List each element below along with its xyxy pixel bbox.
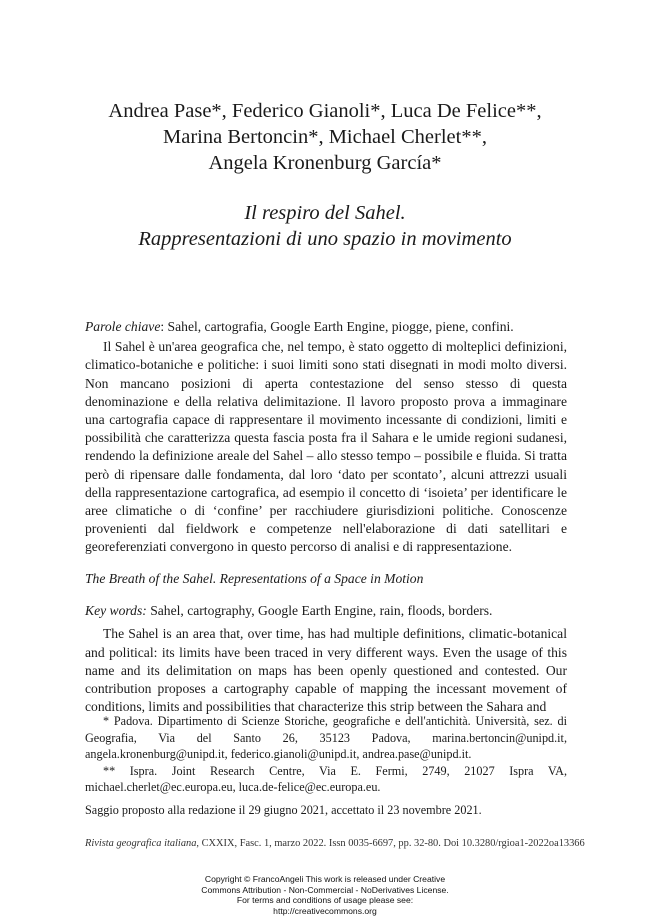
submission-note: Saggio proposto alla redazione il 29 giugno 2021, accettato il 23 novembre 2021. [85, 802, 482, 817]
keywords-label: Key words: [85, 603, 147, 619]
article-title [70, 200, 580, 252]
author-line: Andrea Pase*, Federico Gianoli*, Luca De Felice**, [108, 100, 542, 122]
italian-keywords [85, 318, 567, 336]
journal-citation [85, 838, 585, 849]
footnote: * Padova. Dipartimento di Scienze Storiche, geografiche e dell'antichità. Università, sez. di Geografia, Via del Santo 26, 35123 Padova, marina.bertoncin@unipd.it, angela.kronenburg@unipd.it, federico.gianoli@unipd.it, andrea.pase@unipd.it. [85, 714, 567, 762]
italian-abstract: Il Sahel è un'area geografica che, nel tempo, è stato oggetto di molteplici definizioni, climatico-botaniche e politiche: i suoi limiti sono stati disegnati in modi molto diversi. Non mancano posizioni di aperta contestazione del senso stesso di questa denominazione e della relativa delimitazione. Il lavoro proposto prova a immaginare una cartografia capace di rappresentare il movimento incessante di condizioni, limiti e possibilità che caratterizza questa fascia posta fra il Sahara e le umide regioni sudanesi, rendendo la definizione areale del Sahel – allo stesso tempo – possibile e fluida. Si tratta però di ripensare dalle fondamenta, dal loro ‘dato per scontato’, alcuni attrezzi usuali della rappresentazione cartografica, ad esempio il concetto di ‘isoieta’ per identificare le aree climatiche o di ‘confine’ per racchiudere giurisdizioni politiche. Conoscenze provenienti dal fieldwork e competenze nell'elaborazione di dati satellitari e georeferenziati convergono in questo percorso di analisi e di rappresentazione. [85, 339, 567, 555]
keywords-text: : Sahel, cartografia, Google Earth Engine, piogge, piene, confini. [160, 319, 514, 334]
journal-details: , CXXIX, Fasc. 1, marzo 2022. Issn 0035-6697, pp. 32-80. Doi 10.3280/rgioa1-2022oa13366 [196, 838, 585, 849]
copyright-notice [150, 874, 500, 916]
copyright-link[interactable]: http://creativecommons.org [273, 905, 377, 916]
english-abstract-section [85, 570, 567, 716]
copyright-line: Copyright © FrancoAngeli This work is released under Creative [204, 874, 446, 884]
journal-name: Rivista geografica italiana [85, 838, 197, 849]
english-keywords [85, 602, 567, 620]
author-line: Marina Bertoncin*, Michael Cherlet**, [163, 126, 487, 148]
footnotes [85, 713, 567, 819]
english-abstract: The Sahel is an area that, over time, has had multiple definitions, climatic-botanical and political: its limits have been traced in very different ways. Even the usage of this name and its delimitation on maps has been openly questioned and contested. Our contribution proposes a cartography capable of mapping the incessant movement of conditions, limits and possibilities that characterize this strip between the Sahara and [85, 626, 567, 715]
title-line: Il respiro del Sahel. [244, 202, 406, 224]
keywords-text: Sahel, cartography, Google Earth Engine, rain, floods, borders. [146, 603, 493, 619]
title-line: Rappresentazioni di uno spazio in movimento [138, 228, 512, 250]
copyright-line: For terms and conditions of usage please see: [236, 895, 414, 906]
footnote: ** Ispra. Joint Research Centre, Via E. Fermi, 2749, 21027 Ispra VA, michael.cherlet@ec.europa.eu, luca.de-felice@ec.europa.eu. [85, 763, 567, 795]
italian-abstract-section [85, 318, 567, 557]
copyright-line: Commons Attribution - Non-Commercial - NoDerivatives License. [201, 884, 449, 895]
author-list [70, 98, 580, 176]
english-title: The Breath of the Sahel. Representations of a Space in Motion [85, 571, 424, 586]
author-line: Angela Kronenburg García* [208, 152, 442, 174]
keywords-label: Parole chiave [85, 319, 161, 334]
